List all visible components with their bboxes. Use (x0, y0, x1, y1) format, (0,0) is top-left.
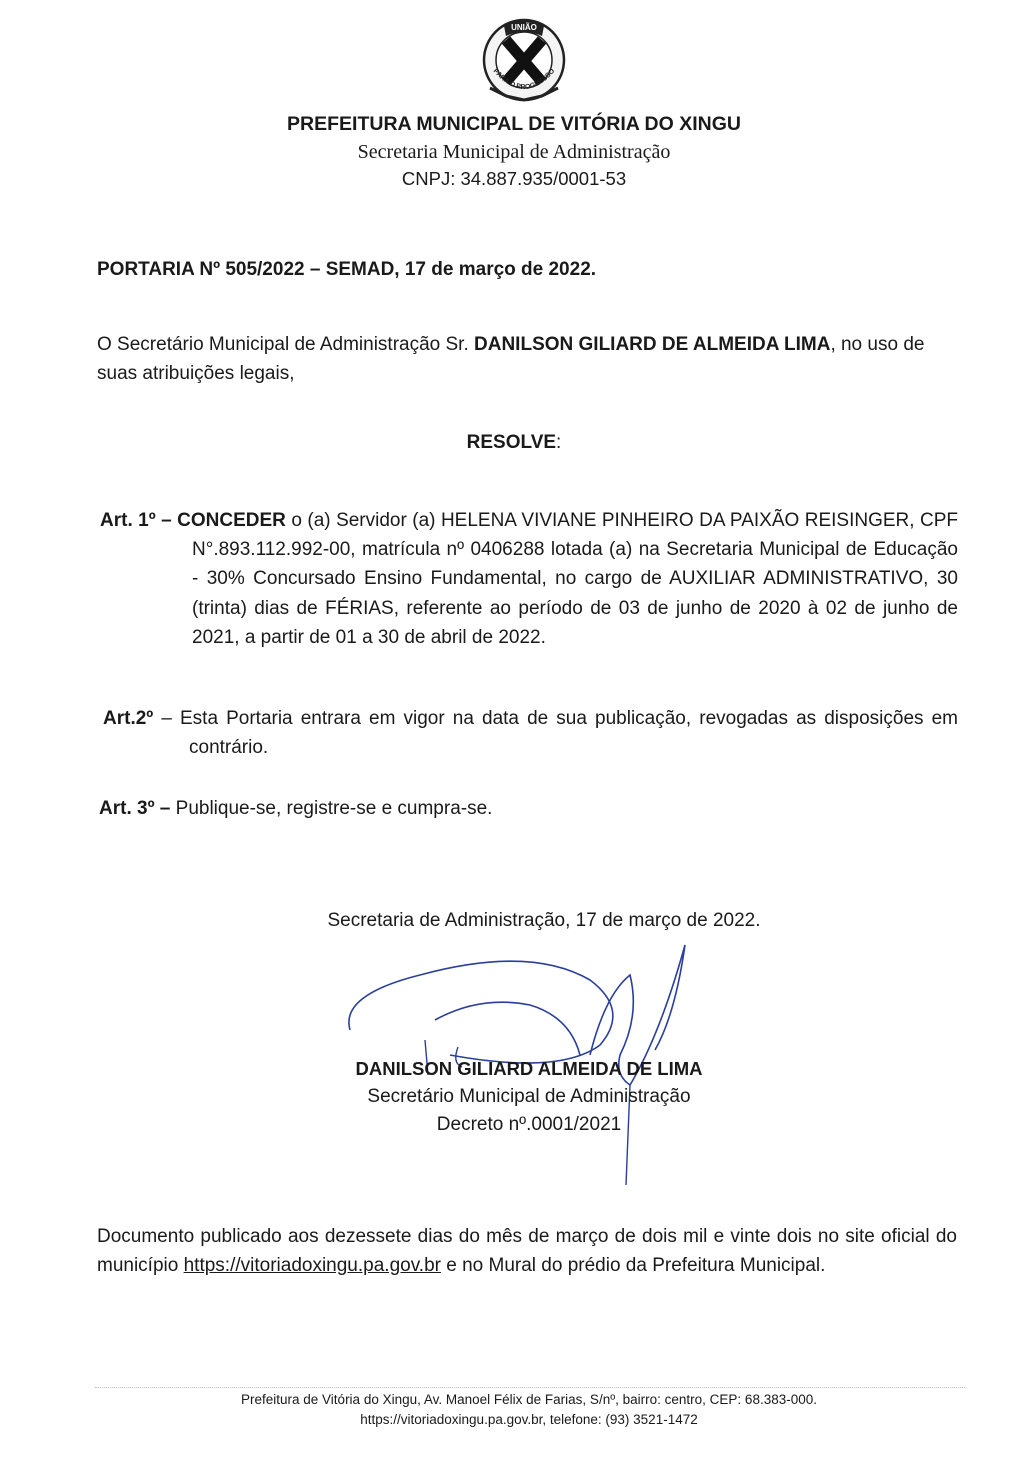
intro-prefix: O Secretário Municipal de Administração Sr. (97, 334, 475, 355)
header-department: Secretaria Municipal de Administração (357, 141, 671, 163)
publication-link[interactable]: https://vitoriadoxingu.pa.gov.br (183, 1255, 441, 1276)
signer-role: Secretário Municipal de Administração (367, 1086, 691, 1107)
signer-name: DANILSON GILIARD ALMEIDA DE LIMA (355, 1058, 703, 1079)
resolve-label: RESOLVE (466, 432, 557, 453)
signer-decree: Decreto nº.0001/2021 (436, 1114, 622, 1135)
article-1-text: o (a) Servidor (a) HELENA VIVIANE PINHEIRO DA PAIXÃO REISINGER, CPF N°.893.112.992-00, matrícula nº 0406288 lotada (a) na Secretaria Municipal de Educação - 30% Concursado Ensino Fundamental, no cargo de AUXILIAR ADMINISTRATIVO, 30 (trinta) dias de FÉRIAS, referente ao período de 03 de junho de 2020 à 02 de junho de 2021, a partir de 01 a 30 de abril de 2022. (192, 510, 958, 648)
article-1-verb: CONCEDER (177, 510, 286, 531)
portaria-title: PORTARIA Nº 505/2022 – SEMAD, 17 de março de 2022. (97, 259, 597, 280)
article-3-text: Publique-se, registre-se e cumpra-se. (175, 798, 493, 819)
footer-address: Prefeitura de Vitória do Xingu, Av. Manoel Félix de Farias, S/nº, bairro: centro, CEP: 68.383-000. (241, 1392, 817, 1407)
publication-prefix: Documento publicado aos dezessete dias do mês de março de dois mil e vinte dois no site oficial do município (97, 1226, 957, 1276)
publication-suffix: e no Mural do prédio da Prefeitura Municipal. (440, 1255, 826, 1276)
intro-secretary-name: DANILSON GILIARD DE ALMEIDA LIMA (474, 334, 831, 355)
article-3 (99, 798, 492, 820)
resolve-heading (0, 432, 1028, 454)
emblem-top-text: UNIÃO (511, 23, 537, 32)
article-3-label: Art. 3º – (99, 798, 176, 819)
article-1-label: Art. 1º – (100, 510, 178, 531)
intro-suffix: , no uso de suas atribuições legais, (97, 334, 925, 384)
header-title: PREFEITURA MUNICIPAL DE VITÓRIA DO XINGU (287, 113, 741, 135)
footer-contact: https://vitoriadoxingu.pa.gov.br, telefone: (93) 3521-1472 (360, 1412, 698, 1427)
publication-note (97, 1222, 957, 1280)
header-cnpj: CNPJ: 34.887.935/0001-53 (401, 168, 627, 189)
resolve-colon: : (556, 432, 562, 453)
article-2-text: – Esta Portaria entrara em vigor na data de sua publicação, revogadas as disposições em contrário. (153, 708, 958, 758)
article-1 (100, 506, 958, 652)
article-2 (103, 704, 958, 762)
municipal-seal-icon (476, 10, 572, 106)
article-2-label: Art.2º (103, 708, 154, 729)
place-date: Secretaria de Administração, 17 de março de 2022. (327, 910, 761, 931)
emblem-bottom-text: PARA O PROGRESSO (491, 67, 557, 92)
footer-divider (95, 1387, 965, 1388)
intro-paragraph (97, 330, 957, 388)
